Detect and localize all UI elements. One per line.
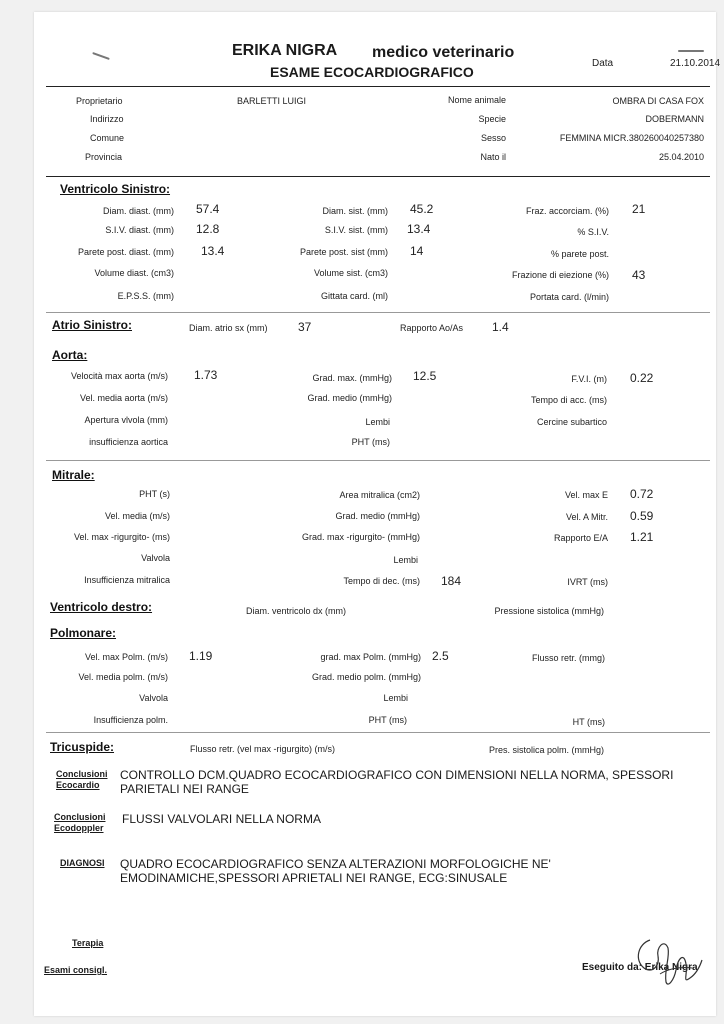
vs-fe-value: 43 [632,268,646,282]
nome-animale-label: Nome animale [447,95,506,105]
vs-fraz-value: 21 [632,202,646,216]
ao-vmedia-label: Vel. media aorta (m/s) [79,393,168,403]
nato-value: 25.04.2010 [658,152,704,162]
mi-vmedia-label: Vel. media (m/s) [104,511,170,521]
ao-gradmax-label: Grad. max. (mmHg) [312,373,392,383]
vs-diam-sist-label: Diam. sist. (mm) [322,206,388,216]
vs-diam-sist-value: 45.2 [410,202,434,216]
ao-pht-label: PHT (ms) [351,437,390,447]
vs-diam-diast-value: 57.4 [196,202,220,216]
section-atrio-sinistro: Atrio Sinistro: [52,318,132,332]
mi-area-label: Area mitralica (cm2) [339,490,420,500]
terapia-label: Terapia [72,938,104,948]
mi-tempo-dec-value: 184 [441,574,462,588]
diagnosi-text: QUADRO ECOCARDIOGRAFICO SENZA ALTERAZIONI MORFOLOGICHE NE' EMODINAMICHE,SPESSORI APRIETALI NEI RANGE, ECG:SINUSALE [120,857,551,885]
ao-lembi-label: Lembi [365,417,390,427]
section-divider [46,312,710,313]
comune-label: Comune [90,133,125,143]
diagnosi-label: DIAGNOSI [60,858,105,868]
signature-icon [630,930,706,992]
doctor-title: medico veterinario [372,44,515,61]
indirizzo-label: Indirizzo [90,114,124,124]
date-label: Data [592,58,614,69]
po-valvola-label: Valvola [139,693,168,703]
vs-portata-label: Portata card. (l/min) [529,292,609,302]
po-vmax-label: Vel. max Polm. (m/s) [84,652,168,662]
vs-fraz-label: Fraz. accorciam. (%) [525,206,609,216]
section-divider [46,732,710,733]
nato-label: Nato il [480,152,506,162]
vs-parete-pct-label: % parete post. [550,249,609,259]
ao-fvi-label: F.V.I. (m) [571,374,607,384]
section-ventricolo-destro: Ventricolo destro: [50,600,153,614]
vs-parete-sist-value: 14 [410,244,424,258]
ao-insuff-label: insufficienza aortica [89,437,168,447]
vs-vol-sist-label: Volume sist. (cm3) [313,268,388,278]
mi-ea-value: 1.21 [630,530,654,544]
mi-vela-value: 0.59 [630,509,654,523]
ao-tempo-acc-label: Tempo di acc. (ms) [530,395,607,405]
section-tricuspide: Tricuspide: [50,740,115,754]
sesso-label: Sesso [480,133,506,143]
section-mitrale: Mitrale: [52,468,95,482]
conclusioni-ecocardio-label-line2: Ecocardio [56,780,100,790]
ao-gradmedio-label: Grad. medio (mmHg) [307,393,392,403]
vs-gittata-label: Gittata card. (ml) [320,291,388,301]
vs-epss-label: E.P.S.S. (mm) [117,291,174,301]
section-ventricolo-sinistro: Ventricolo Sinistro: [60,182,171,196]
conclusioni-ecodoppler-label-line2: Ecodoppler [54,823,104,833]
vd-diam-label: Diam. ventricolo dx (mm) [246,606,347,616]
vs-parete-diast-value: 13.4 [201,244,225,258]
mi-vmax-rig-label: Vel. max -rigurgito- (ms) [73,532,170,542]
tr-pres-label: Pres. sistolica polm. (mmHg) [488,745,604,755]
scan-mark [92,52,110,60]
mi-gradmax-rig-label: Grad. max -rigurgito- (mmHg) [301,532,420,542]
sesso-value: FEMMINA MICR.380260040257380 [559,133,704,143]
mi-insuff-label: Insufficienza mitralica [84,575,170,585]
po-insuff-label: Insufficienza polm. [93,715,168,725]
section-divider [46,460,710,461]
tr-flusso-label: Flusso retr. (vel max -rigurgito) (m/s) [190,744,336,754]
po-pht-label: PHT (ms) [368,715,407,725]
po-vmax-value: 1.19 [189,649,213,663]
vs-fe-label: Frazione di eiezione (%) [511,270,609,280]
vs-siv-diast-label: S.I.V. diast. (mm) [105,225,174,235]
as-diam-label: Diam. atrio sx (mm) [189,323,268,333]
conclusioni-ecocardio-label-line1: Conclusioni [56,769,108,779]
specie-label: Specie [478,114,506,124]
conclusioni-ecodoppler-text: FLUSSI VALVOLARI NELLA NORMA [122,812,321,826]
ao-fvi-value: 0.22 [630,371,654,385]
mi-vmaxe-value: 0.72 [630,487,654,501]
conclusioni-ecocardio-text: CONTROLLO DCM.QUADRO ECOCARDIOGRAFICO CON DIMENSIONI NELLA NORMA, SPESSORI PARIETALI NEI RANGE [120,768,674,796]
po-flusso-label: Flusso retr. (mmg) [531,653,605,663]
vs-diam-diast-label: Diam. diast. (mm) [102,206,174,216]
as-diam-value: 37 [298,320,312,334]
po-lembi-label: Lembi [383,693,408,703]
conclusioni-ecocardio-label [56,769,108,791]
ao-vmax-value: 1.73 [194,368,218,382]
vs-parete-diast-label: Parete post. diast. (mm) [77,247,174,257]
po-vmedia-label: Vel. media polm. (m/s) [78,672,168,682]
mi-tempo-dec-label: Tempo di dec. (ms) [343,576,420,586]
section-polmonare: Polmonare: [50,626,117,640]
vs-siv-sist-label: S.I.V. sist. (mm) [324,225,388,235]
po-gradmax-label: grad. max Polm. (mmHg) [320,652,421,662]
report-sheet [34,12,721,1016]
mi-valvola-label: Valvola [141,553,170,563]
conclusioni-ecodoppler-label [54,812,106,834]
header-divider [46,86,710,87]
mi-pht-label: PHT (s) [139,489,170,499]
scan-mark [678,50,704,52]
owner-divider [46,176,710,177]
vs-parete-sist-label: Parete post. sist (mm) [299,247,388,257]
eseguito-label: Eseguito da: Erika Nigra [582,962,698,973]
as-rapporto-label: Rapporto Ao/As [400,323,464,333]
section-aorta: Aorta: [52,348,88,362]
mi-ea-label: Rapporto E/A [553,533,608,543]
vs-siv-diast-value: 12.8 [196,222,220,236]
mi-vela-label: Vel. A Mitr. [565,512,608,522]
po-gradmax-value: 2.5 [432,649,449,663]
vd-press-label: Pressione sistolica (mmHg) [494,606,604,616]
ao-cercine-label: Cercine subartico [536,417,607,427]
specie-value: DOBERMANN [645,114,704,124]
mi-lembi-label: Lembi [393,555,418,565]
ao-vmax-label: Velocità max aorta (m/s) [70,371,168,381]
exam-title: ESAME ECOCARDIOGRAFICO [270,64,474,80]
doctor-name: ERIKA NIGRA [232,42,338,59]
nome-animale-value: OMBRA DI CASA FOX [612,96,704,106]
vs-vol-diast-label: Volume diast. (cm3) [94,268,174,278]
ao-gradmax-value: 12.5 [413,369,437,383]
esami-consigl-label: Esami consigl. [44,965,108,975]
vs-siv-sist-value: 13.4 [407,222,431,236]
po-gradmedio-label: Grad. medio polm. (mmHg) [311,672,421,682]
provincia-label: Provincia [85,152,123,162]
mi-gradmedio-label: Grad. medio (mmHg) [335,511,420,521]
date-value: 21.10.2014 [670,58,721,69]
vs-siv-pct-label: % S.I.V. [577,227,609,237]
proprietario-label: Proprietario [76,96,123,106]
mi-vmaxe-label: Vel. max E [564,490,608,500]
ao-apertura-label: Apertura vlvola (mm) [84,415,168,425]
conclusioni-ecodoppler-label-line1: Conclusioni [54,812,106,822]
proprietario-value: BARLETTI LUIGI [237,96,307,106]
mi-ivrt-label: IVRT (ms) [567,577,608,587]
as-rapporto-value: 1.4 [492,320,509,334]
po-ht-label: HT (ms) [572,717,605,727]
